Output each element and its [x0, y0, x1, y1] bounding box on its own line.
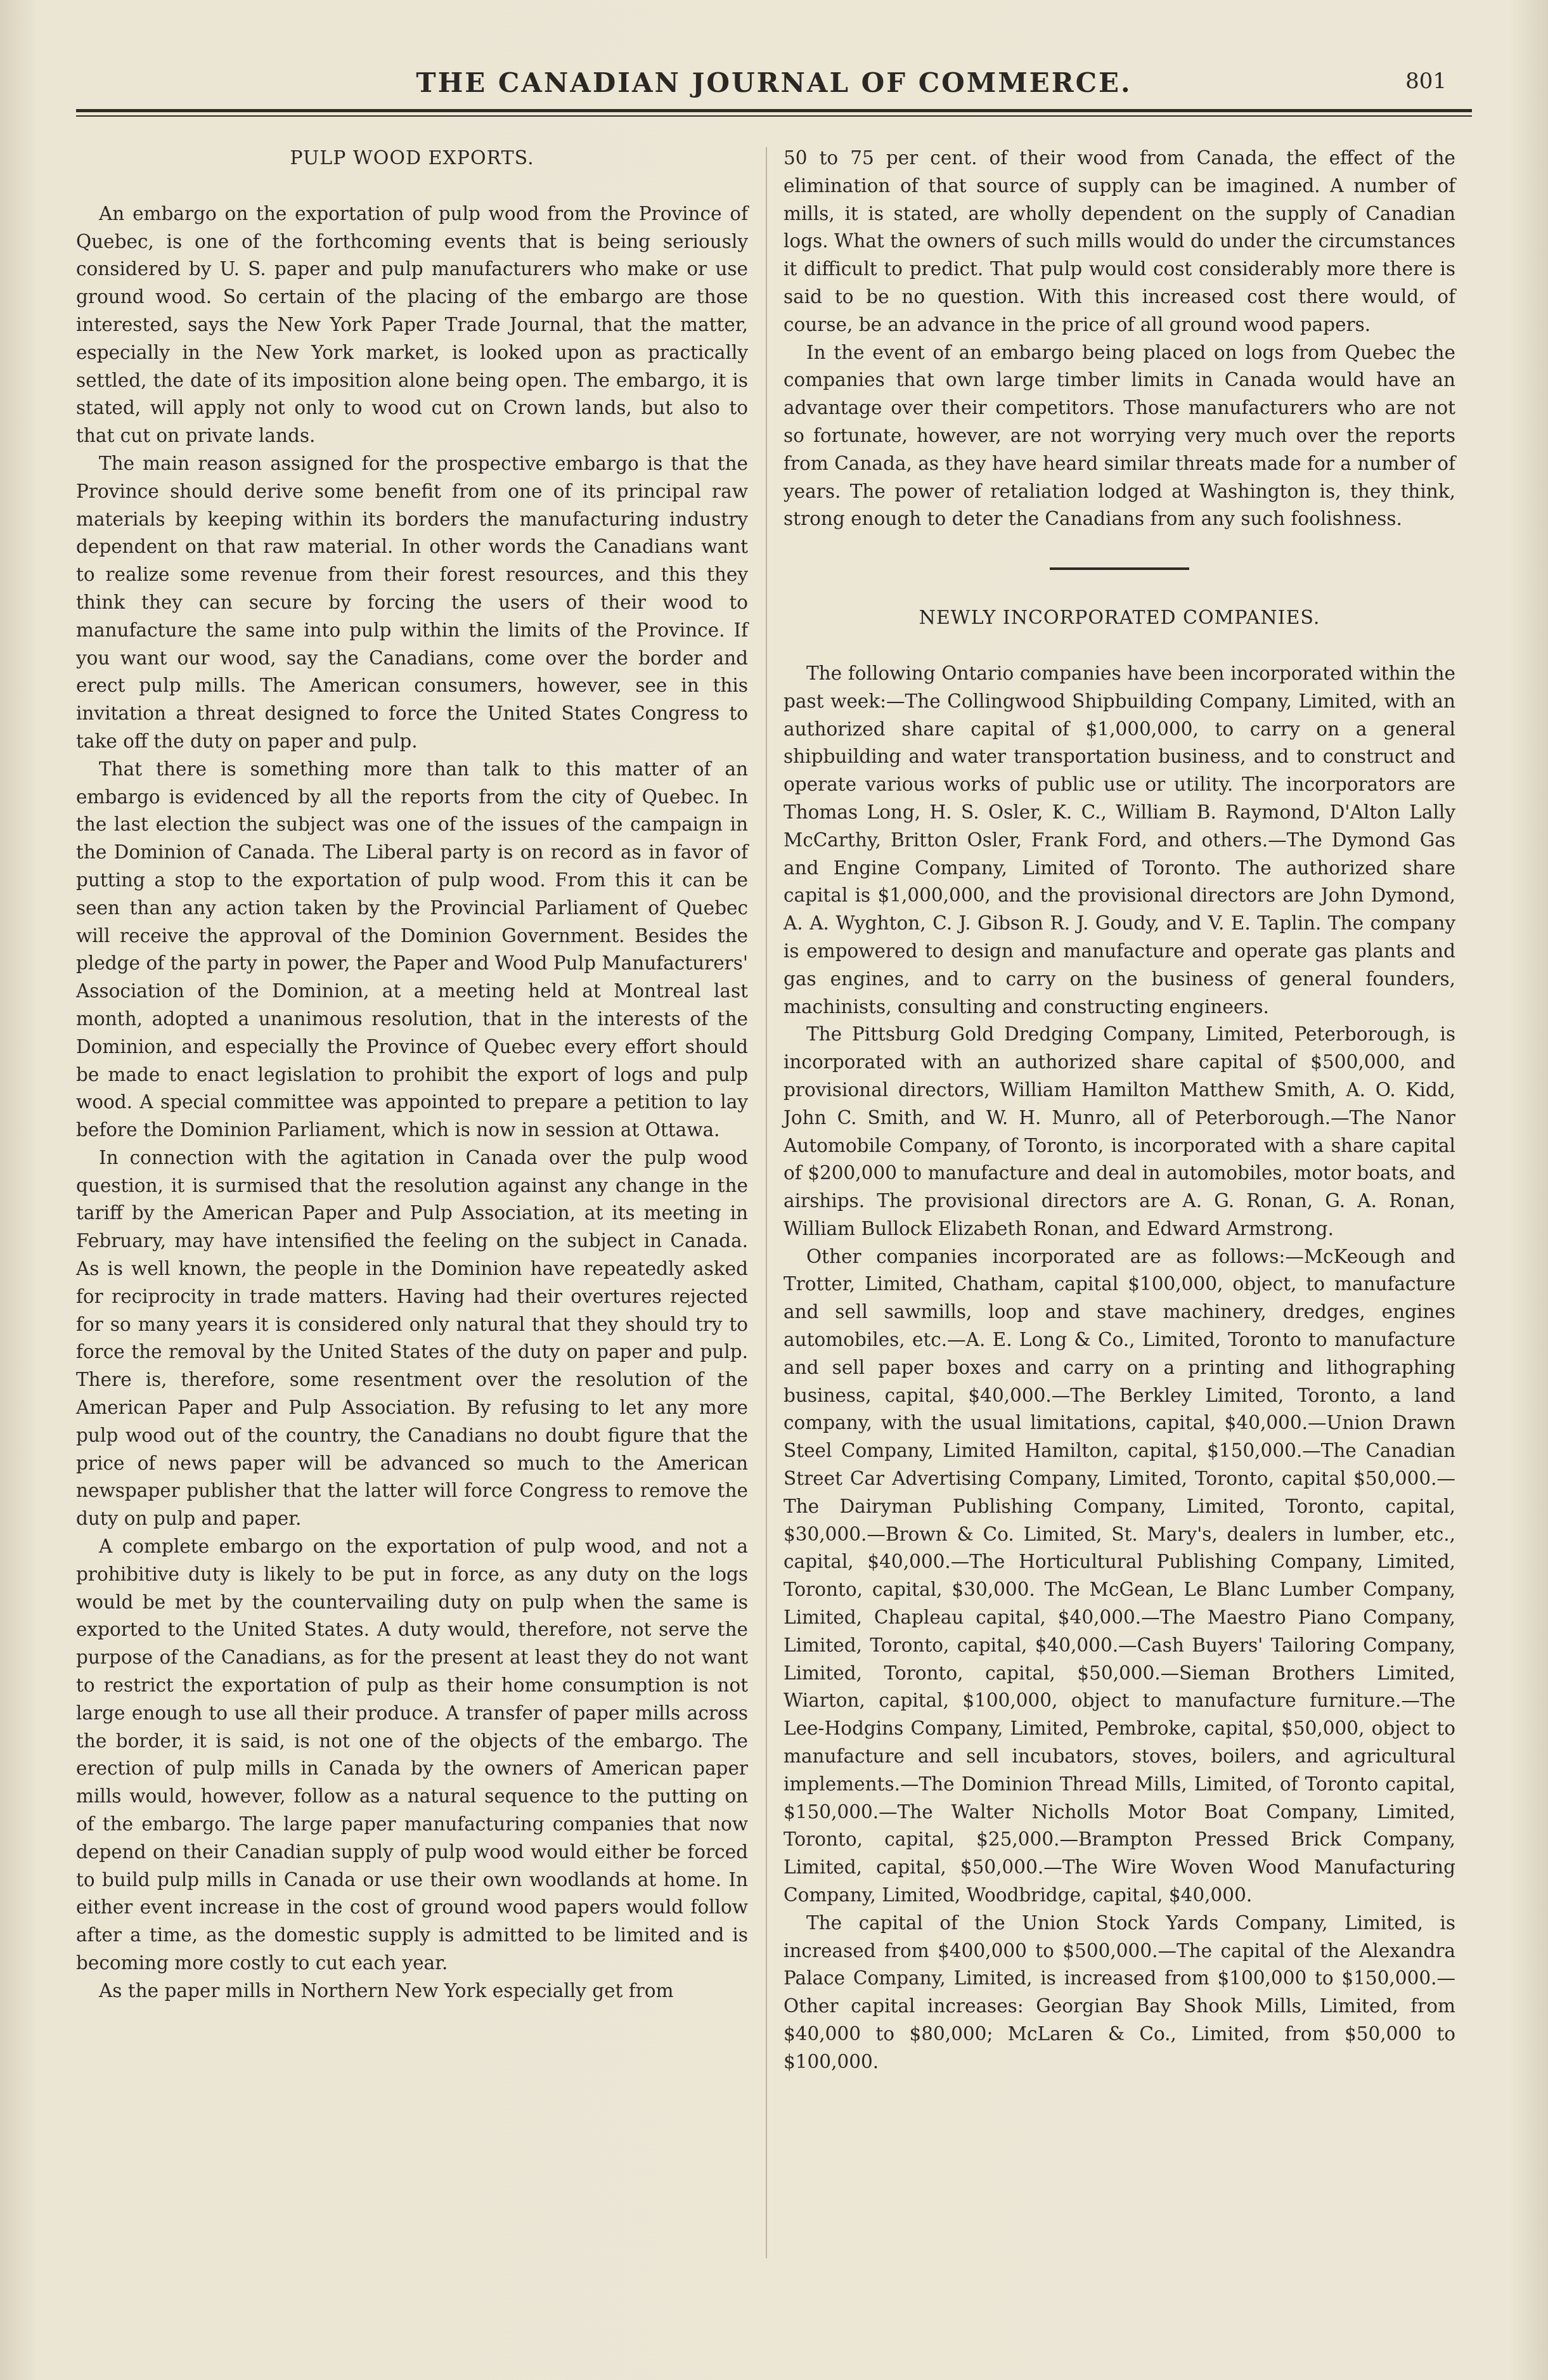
paragraph: As the paper mills in Northern New York especially get from	[99, 1979, 674, 2002]
running-head-title: THE CANADIAN JOURNAL OF COMMERCE.	[416, 67, 1132, 98]
paragraph: The capital of the Union Stock Yards Company, Limited, is increased from $400,000 to $500,000.—The capital of the Alexandra Palace Company, Limited, is increased from $100,000 to $150,000.—Other capital increases: Georgian Bay Shook Mills, Limited, from $40,000 to $80,000; McLaren & Co., Limited, from $50,000 to $100,000.	[784, 1911, 1455, 2073]
paragraph: A complete embargo on the exportation of pulp wood, and not a prohibitive duty is likely to be put in force, as any duty on the logs would be met by the countervailing duty on pulp when the same is exported to the United States. A duty would, therefore, not serve the purpose of the Canadians, as for the present at least they do not want to restrict the exportation of pulp as their home consumption is not large enough to use all their produce. A transfer of paper mills across the border, it is said, is not one of the objects of the embargo. The erection of pulp mills in Canada by the owners of American paper mills would, however, follow as a natural sequence to the putting on of the embargo. The large paper manufacturing companies that now depend on their Canadian supply of pulp wood would either be forced to build pulp mills in Canada or use their own woodlands at home. In either event increase in the cost of ground wood papers would follow after a time, as the domestic supply is admitted to be limited and is becoming more costly to cut each year.	[76, 1536, 748, 1974]
paragraph: The main reason assigned for the prospective embargo is that the Province should derive some benefit from one of its principal raw materials by keeping within its borders the manufacturing industry dependent on that raw material. In other words the Canadians want to realize some revenue from their forest resources, and this they think they can secure by forcing the users of their wood to manufacture the same into pulp within the limits of the Province. If you want our wood, say the Canadians, come over the border and erect pulp mills. The American consumers, however, see in this invitation a threat designed to force the United States Congress to take off the duty on paper and pulp.	[76, 452, 748, 752]
section-divider	[1050, 567, 1189, 570]
article-title-incorporated: NEWLY INCORPORATED COMPANIES.	[919, 607, 1320, 630]
paragraph: The Pittsburg Gold Dredging Company, Limited, Peterborough, is incorporated with an authorized share capital of $500,000, and provisional directors, William Hamilton Matthew Smith, A. O. Kidd, John C. Smith, and W. H. Munro, all of Peterborough.—The Nanor Automobile Company, of Toronto, is incorporated with a share capital of $200,000 to manufacture and deal in automobiles, motor boats, and airships. The provisional directors are A. G. Ronan, G. A. Ronan, William Bullock Elizabeth Ronan, and Edward Armstrong.	[784, 1023, 1455, 1239]
paragraph-continued: 50 to 75 per cent. of their wood from Canada, the effect of the elimination of that source of supply can be imagined. A number of mills, it is stated, are wholly dependent on the supply of Canadian logs. What the owners of such mills would do under the circumstances it difficult to predict. That pulp would cost considerably more there is said to be no question. With this increased cost there would, of course, be an advance in the price of all ground wood papers.	[784, 147, 1455, 335]
page-number: 801	[1405, 68, 1447, 94]
article-title-pulp-wood: PULP WOOD EXPORTS.	[290, 147, 534, 169]
paragraph: In the event of an embargo being placed on logs from Quebec the companies that own large timber limits in Canada would have an advantage over their competitors. Those manufacturers who are not so fortunate, however, are not worrying very much over the reports from Canada, as they have heard similar threats made for a number of years. The power of retaliation lodged at Washington is, they think, strong enough to deter the Canadians from any such foolishness.	[784, 341, 1455, 530]
column-separator	[766, 147, 767, 2258]
left-column	[76, 145, 748, 2005]
paragraph: The following Ontario companies have been incorporated within the past week:—The Collingwood Shipbuilding Company, Limited, with an authorized share capital of $1,000,000, to carry on a general shipbuilding and water transportation business, and to construct and operate various works of public use or utility. The incorporators are Thomas Long, H. S. Osler, K. C., William B. Raymond, D'Alton Lally McCarthy, Britton Osler, Frank Ford, and others.—The Dymond Gas and Engine Company, Limited of Toronto. The authorized share capital is $1,000,000, and the provisional directors are John Dymond, A. A. Wyghton, C. J. Gibson R. J. Goudy, and V. E. Taplin. The company is empowered to design and manufacture and operate gas plants and gas engines, and to carry on the business of general founders, machinists, consulting and constructing engineers.	[784, 662, 1455, 1018]
page-header	[76, 61, 1472, 112]
paragraph: In connection with the agitation in Canada over the pulp wood question, it is surmised that the resolution against any change in the tariff by the American Paper and Pulp Association, at its meeting in February, may have intensified the feeling on the subject in Canada. As is well known, the people in the Dominion have repeatedly asked for reciprocity in trade matters. Having had their overtures rejected for so many years it is considered only natural that they should try to force the removal by the United States of the duty on paper and pulp. There is, therefore, some resentment over the resolution of the American Paper and Pulp Association. By refusing to let any more pulp wood out of the country, the Canadians no doubt figure that the price of news paper will be advanced so much to the American newspaper publisher that the latter will force Congress to remove the duty on pulp and paper.	[76, 1146, 748, 1530]
right-column	[784, 145, 1455, 2076]
paragraph: That there is something more than talk to this matter of an embargo is evidenced by all the reports from the city of Quebec. In the last election the subject was one of the issues of the campaign in the Dominion of Canada. The Liberal party is on record as in favor of putting a stop to the exportation of pulp wood. From this it can be seen than any action taken by the Provincial Parliament of Quebec will receive the approval of the Dominion Government. Besides the pledge of the party in power, the Paper and Wood Pulp Manufacturers' Association of the Dominion, at a meeting held at Montreal last month, adopted a unanimous resolution, that in the interests of the Dominion, and especially the Province of Quebec every effort should be made to enact legislation to prohibit the export of logs and pulp wood. A special committee was appointed to prepare a petition to lay before the Dominion Parliament, which is now in session at Ottawa.	[76, 758, 748, 1141]
header-rule-thin	[76, 115, 1472, 117]
paragraph: An embargo on the exportation of pulp wood from the Province of Quebec, is one of the forthcoming events that is being seriously considered by U. S. paper and pulp manufacturers who make or use ground wood. So certain of the placing of the embargo are those interested, says the New York Paper Trade Journal, that the matter, especially in the New York market, is looked upon as practically settled, the date of its imposition alone being open. The embargo, it is stated, will apply not only to wood cut on Crown lands, but also to that cut on private lands.	[76, 202, 748, 447]
paragraph: Other companies incorporated are as follows:—McKeough and Trotter, Limited, Chatham, capital $100,000, object, to manufacture and sell sawmills, loop and stave machinery, dredges, engines automobiles, etc.—A. E. Long & Co., Limited, Toronto to manufacture and sell paper boxes and carry on a printing and lithographing business, capital, $40,000.—The Berkley Limited, Toronto, a land company, with the usual limitations, capital, $40,000.—Union Drawn Steel Company, Limited Hamilton, capital, $150,000.—The Canadian Street Car Advertising Company, Limited, Toronto, capital $50,000.—The Dairyman Publishing Company, Limited, Toronto, capital, $30,000.—Brown & Co. Limited, St. Mary's, dealers in lumber, etc., capital, $40,000.—The Horticultural Publishing Company, Limited, Toronto, capital, $30,000. The McGean, Le Blanc Lumber Company, Limited, Chapleau capital, $40,000.—The Maestro Piano Company, Limited, Toronto, capital, $40,000.—Cash Buyers' Tailoring Company, Limited, Toronto, capital, $50,000.—Sieman Brothers Limited, Wiarton, capital, $100,000, object to manufacture furniture.—The Lee-Hodgins Company, Limited, Pembroke, capital, $50,000, object to manufacture and sell incubators, stoves, boilers, and agricultural implements.—The Dominion Thread Mills, Limited, of Toronto capital, $150,000.—The Walter Nicholls Motor Boat Company, Limited, Toronto, capital, $25,000.—Brampton Pressed Brick Company, Limited, capital, $50,000.—The Wire Woven Wood Manufacturing Company, Limited, Woodbridge, capital, $40,000.	[784, 1245, 1455, 1906]
header-rule-thick	[76, 109, 1472, 112]
